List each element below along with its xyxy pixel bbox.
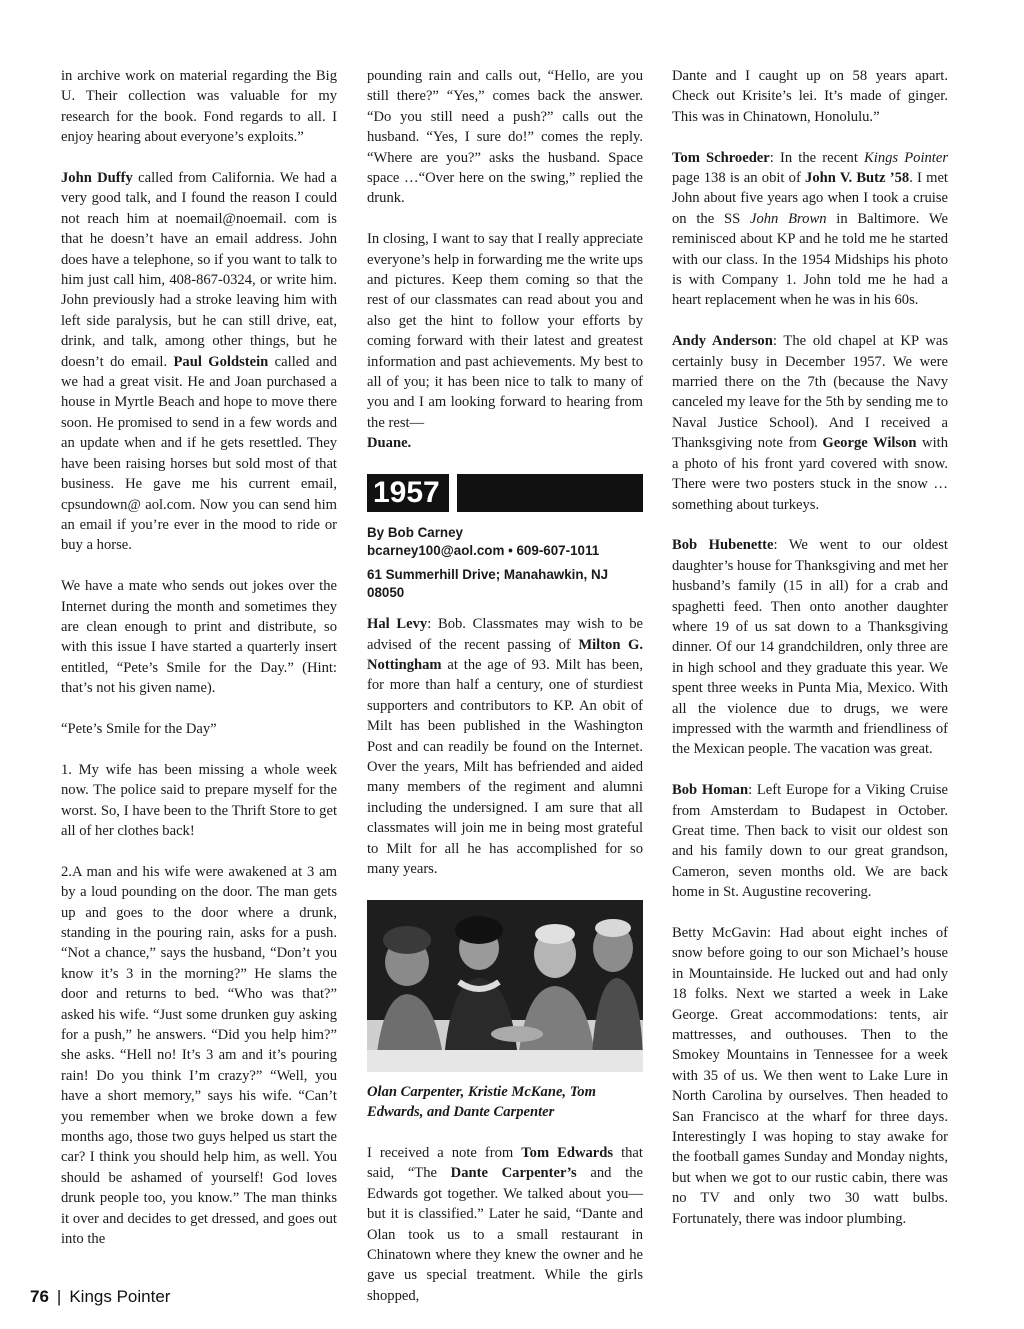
paragraph: Bob Homan: Left Europe for a Viking Cruise from Amsterdam to Budapest in October. Great time. Then back to visit our oldest son and his family down to our great grandson, Cameron, seven months old. We are back home in St. Augustine recovering. (672, 782, 949, 901)
classmate-name: Tom Edwards (521, 1144, 614, 1161)
classmate-name: Bob Hubenette (672, 537, 774, 554)
publication-title: Kings Pointer (864, 149, 949, 166)
classmate-name: Hal Levy (367, 616, 428, 633)
classmate-name: Andy Anderson (672, 333, 773, 350)
paragraph: We have a mate who sends out jokes over the Internet during the month and sometimes they are clean enough to print and distribute, so with this issue I have started a quarterly insert entitled, “Pete’s Smile for the Day.” (Hint: that’s not his given name). (61, 578, 337, 697)
paragraph: John Duffy called from California. We had a very good talk, and I found the reason I could not reach him at noemail@noemail. com is that he doesn’t have an email address. John does have a telephone, so if you want to talk to him just call him, 408-867-0324, or write him. John previously had a stroke leaving him with left side paralysis, but he can still drive, eat, drink, and talk, among other things, but he doesn’t do email. Paul Goldstein called and we had a great visit. He and Joan purchased a house in Myrtle Beach and hope to move there soon. He promised to send in a few words and an update when and if he gets resettled. They have been raising horses but sold most of that business. He gave me his current email, cpsundown@ aol.com. Now you can send him an email if you’re ever in the mood to ride or buy a horse. (61, 170, 338, 554)
signature: Duane. (367, 435, 412, 452)
paragraph: “Pete’s Smile for the Day” (61, 720, 217, 737)
byline-contact: bcarney100@aol.com • 609-607-1011 (367, 543, 600, 559)
paragraph: 1. My wife has been missing a whole week now. The police said to prepare myself for the worst. So, I have been to the Thrift Store to get all of her clothes back! (61, 761, 337, 839)
footer-separator: | (56, 1287, 62, 1306)
paragraph: Bob Hubenette: We went to our oldest daughter’s house for Thanksgiving and met her husband’s family (15 in all) for a crab and spaghetti feed. Then onto another daughter where 19 of us sat down to a Thanksgiving dinner. Of our 14 grandchildren, only three are in high school and they graduate this year. We spent three weeks in Punta Mia, Mexico. With all the violence due to drugs, we were impressed with the warmth and friendliness of the Mexican people. The vacation was great. (672, 537, 948, 758)
paragraph: Hal Levy: Bob. Classmates may wish to be advised of the recent passing of Milton G. Nottingham at the age of 93. Milt has been, for more than half a century, one of sturdiest supporters and contributors to KP. An obit of Milt has been published in the Washington Post and can readily be found on the Internet. Over the years, Milt has befriended and aided many members of the regiment and alumni including the undersigned. I am sure that all classmates will join me in being most grateful to Milt for all he has accomplished for so many years. (367, 616, 643, 877)
paragraph: pounding rain and calls out, “Hello, are you still there?” “Yes,” comes back the answer. “Do you still need a push?” calls out the husband. “Yes, I sure do!” comes the reply. “Where are you?” asks the husband. Space space …“Over here on the swing,” replied the drunk. (367, 68, 643, 207)
paragraph: in archive work on material regarding the Big U. Their collection was valuable for my research for the book. Fond regards to all. I enjoy hearing about everyone’s exploits.” (61, 68, 337, 146)
paragraph: Andy Anderson: The old chapel at KP was certainly busy in December 1957. We were married there on the 7th (because the Navy canceled my leave for the 5th by sending me to Naval Justice School). And I received a Thanksgiving note from George Wilson with a photo of his front yard covered with snow. There were two posters stuck in the snow … something about turkeys. (672, 333, 949, 513)
classmate-name: Milton G. Nottingham (367, 636, 643, 673)
classmate-name: John Duffy (61, 170, 133, 187)
column-3 (672, 66, 948, 1229)
ship-name: John Brown (749, 210, 827, 227)
classmate-name: Tom Schroeder (672, 149, 770, 166)
paragraph: In closing, I want to say that I really appreciate everyone’s help in forwarding me the write ups and pictures. Keep them coming so that the rest of our classmates can read about you and also get the hint to follow your efforts by coming forward with their latest and greatest information and past achievements. My best to all of you; it has been nice to talk to many of you and I am looking forward to hearing from the rest— (367, 231, 643, 431)
classmate-name: George Wilson (822, 435, 917, 452)
group-photo-image (367, 900, 643, 1072)
classmate-name: Bob Homan (672, 782, 749, 799)
page-number: 76 (30, 1287, 49, 1306)
paragraph: I received a note from Tom Edwards that said, “The Dante Carpenter’s and the Edwards got together. We talked about you—but it is classified.” Later he said, “Dante and Olan took us to a small restaurant in Chinatown where they knew the owner and he gave us special treatment. While the girls shopped, (367, 1144, 643, 1304)
class-year-banner (367, 474, 643, 512)
paragraph: Dante and I caught up on 58 years apart. Check out Krisite’s lei. It’s made of ginger. This was in Chinatown, Honolulu.” (672, 68, 948, 125)
publication-name: Kings Pointer (69, 1287, 171, 1306)
group-photo (367, 900, 643, 1072)
paragraph: Betty McGavin: Had about eight inches of snow before going to our son Michael’s house in Mountainside. He lucked out and had only 18 folks. Next we started a week in Lake George. Great accommodations: tents, air mattresses, and outhouses. Then to the Smokey Mountains in Tennessee for a week with 35 of us. We then went to Lake Lure in North Carolina by ourselves. Then headed to San Francisco at the wharf for three days. Interestingly I was hoping to stay awake for the football games Sunday and Monday nights, but when we got to our rustic cabin, there was no TV and only two 30 watt bulbs. Fortunately, there was indoor plumbing. (672, 924, 948, 1227)
column-1 (61, 66, 337, 1249)
byline (367, 524, 643, 602)
byline-author: By Bob Carney (367, 525, 463, 541)
classmate-name: Dante Carpenter’s (450, 1165, 577, 1182)
paragraph: Tom Schroeder: In the recent Kings Pointer page 138 is an obit of John V. Butz ’58. I met John about five years ago when I took a cruise on the SS John Brown in Baltimore. We reminisced about KP and he told me he started with our class. In the 1954 Midships his photo is with Company 1. John told me he had a heart replacement when he was in his 60s. (672, 149, 949, 309)
classmate-name: Paul Goldstein (173, 353, 269, 370)
banner-bar (457, 474, 643, 512)
classmate-name: John V. Butz ’58 (805, 170, 910, 187)
page-footer (30, 1287, 170, 1307)
paragraph: 2.A man and his wife were awakened at 3 am by a loud pounding on the door. The man gets up and goes to the door where a drunk, standing in the pouring rain, asks for a push. “Not a chance,” says the husband, “Don’t you know it’s 3 in the morning?” He slams the door and returns to bed. “Who was that?” asked his wife. “Just some drunken guy asking for a push,” he answers. “Did you help him?” she asks. “Hell no! It’s 3 am and it’s pouring rain! Do you think I’m crazy?” “Well, you have a short memory,” says his wife. “Can’t you remember when we broke down a few months ago, those two guys helped us start the car? I think you should help him, as well. You should be ashamed of yourself! God loves drunk people too, you know.” The man thinks it over and decides to get dressed, and goes out into the (61, 863, 337, 1248)
column-2 (367, 66, 643, 1306)
photo-caption: Olan Carpenter, Kristie McKane, Tom Edwards, and Dante Carpenter (367, 1083, 596, 1121)
class-year: 1957 (367, 474, 449, 512)
byline-address: 61 Summerhill Drive; Manahawkin, NJ 08050 (367, 567, 609, 601)
